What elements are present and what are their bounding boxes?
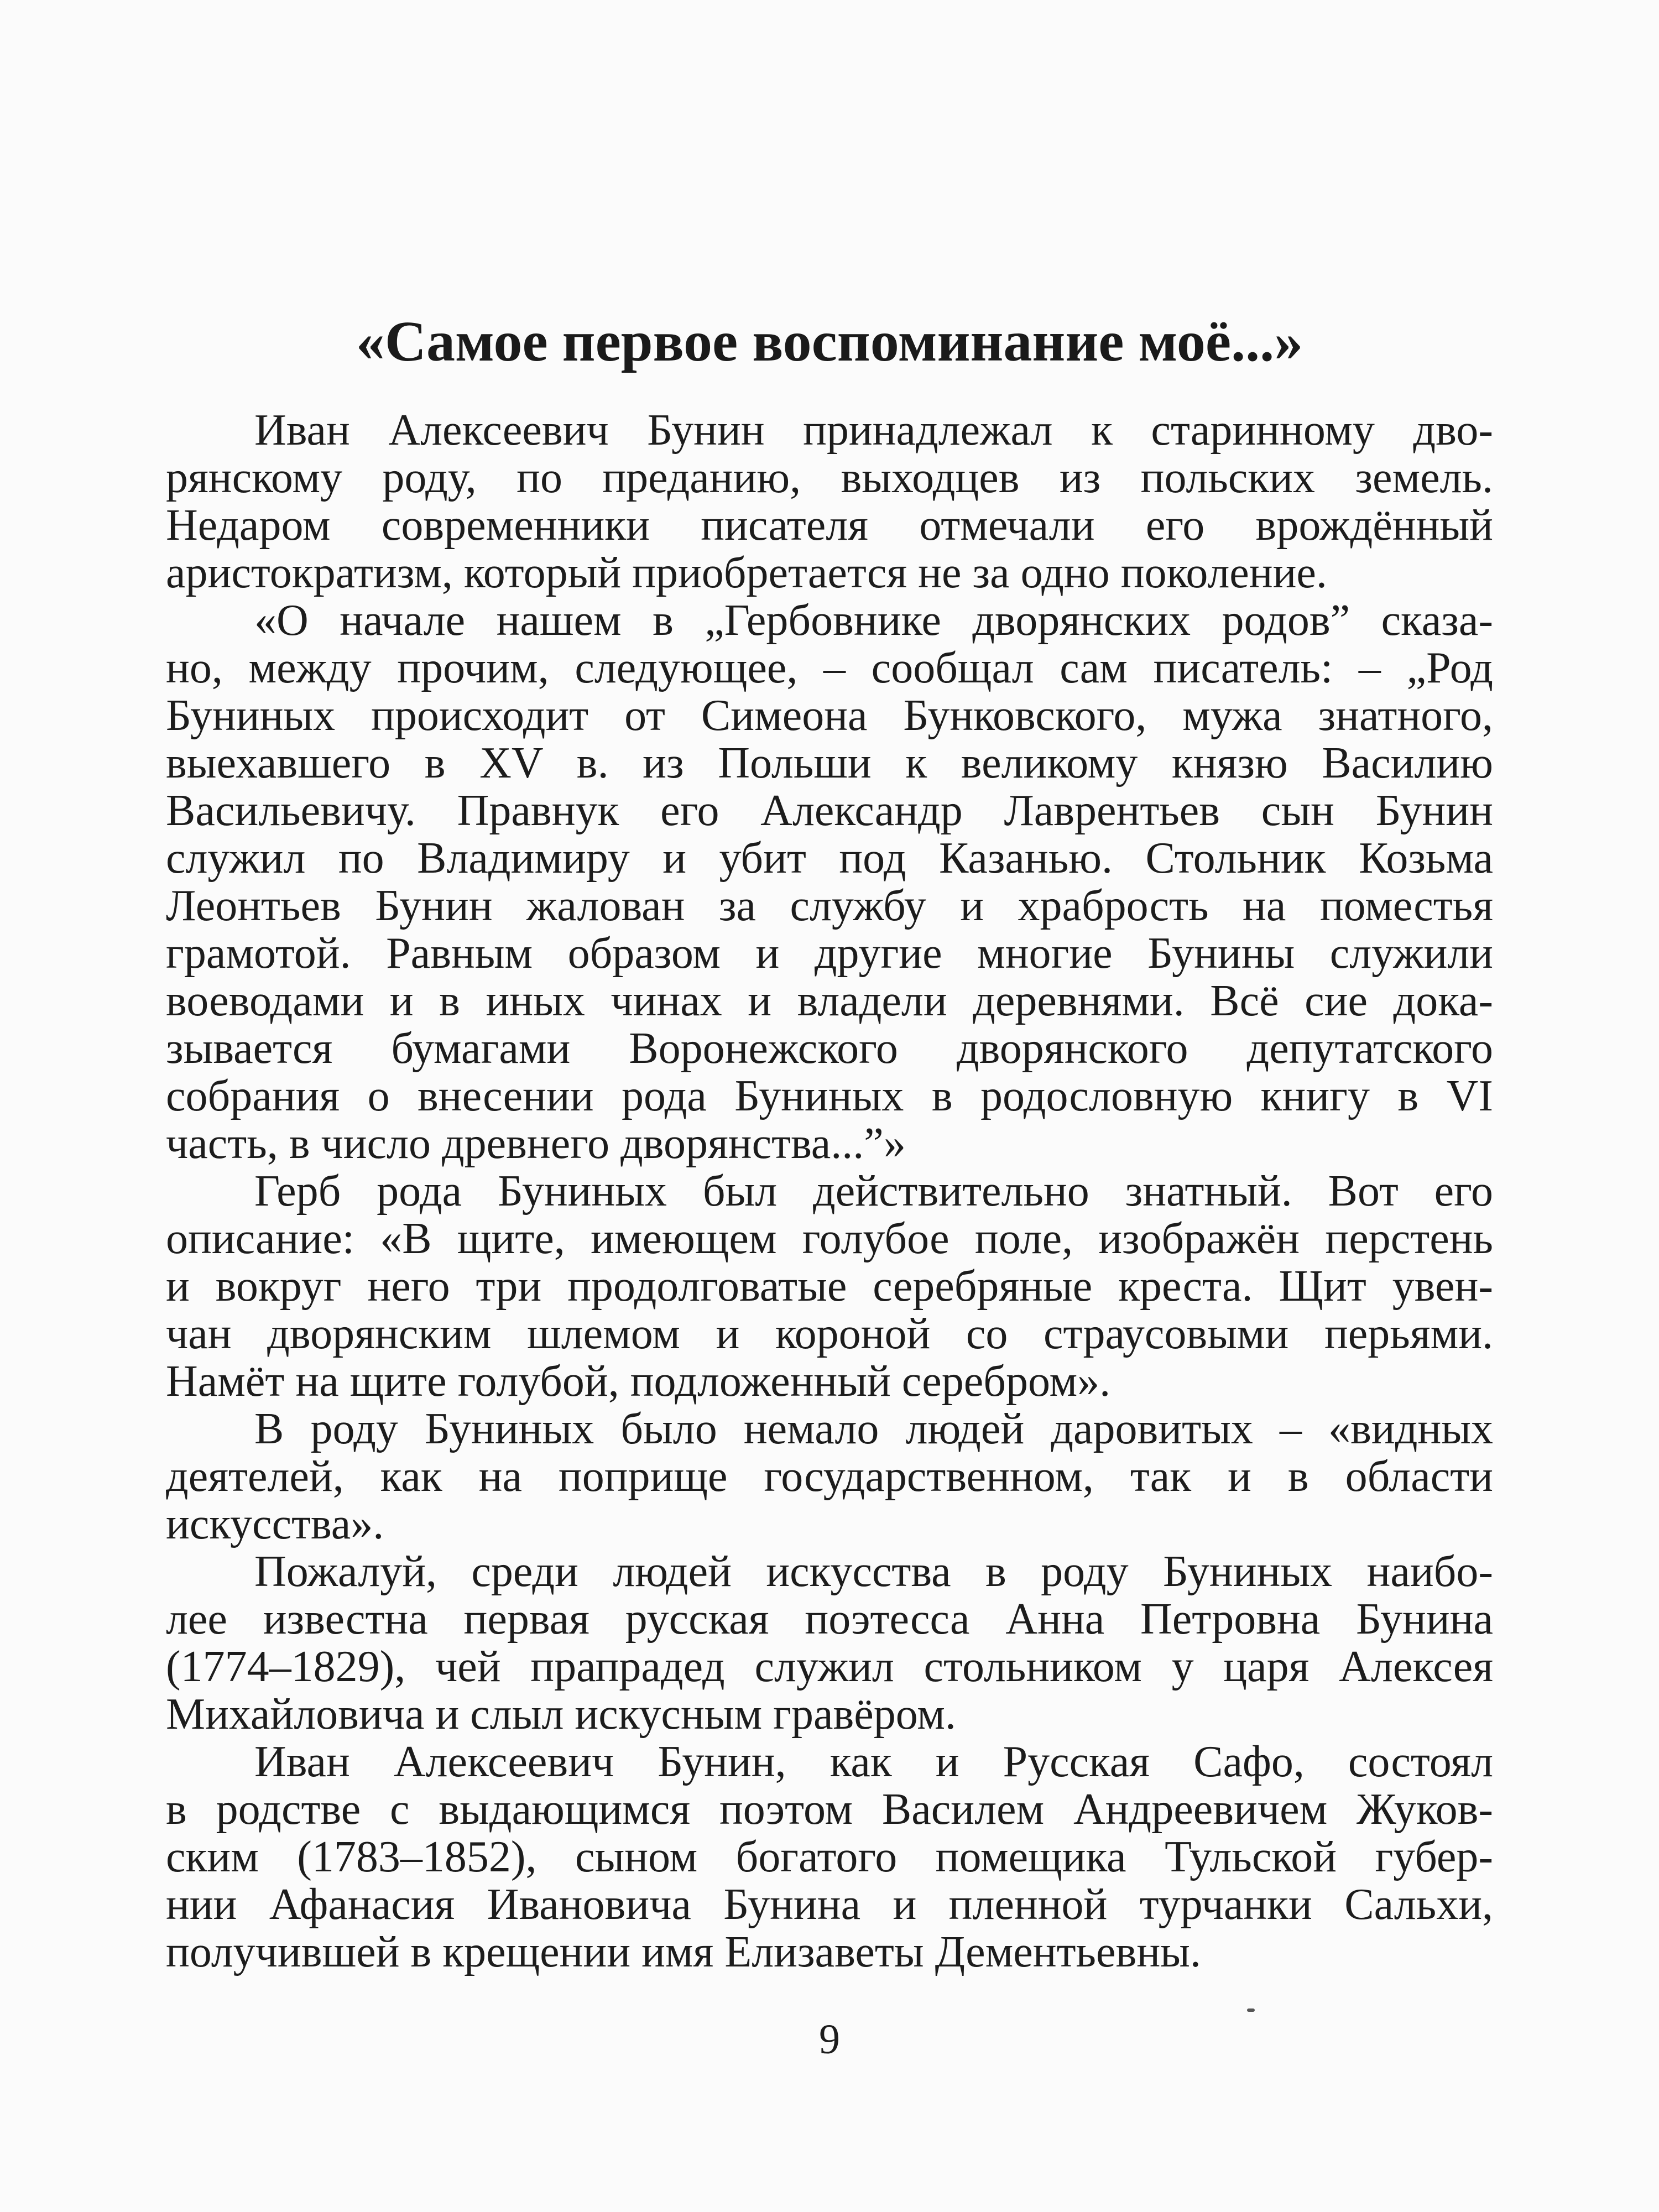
text-line: Герб рода Буниных был действительно знатный. Вот его	[254, 1167, 1493, 1215]
text-line: Иван Алексеевич Бунин, как и Русская Сафо, состоял	[254, 1738, 1493, 1786]
text-line: (1774–1829), чей прапрадед служил стольником у царя Алексея	[166, 1642, 1493, 1691]
text-line: искусства».	[166, 1500, 384, 1548]
text-line: и вокруг него три продолговатые серебряные креста. Щит увен-	[166, 1262, 1493, 1311]
text-line: нии Афанасия Ивановича Бунина и пленной турчанки Сальхи,	[166, 1880, 1493, 1929]
text-line: грамотой. Равным образом и другие многие Бунины служили	[166, 929, 1493, 978]
body-text	[166, 406, 1493, 1976]
text-line: Васильевичу. Правнук его Александр Лаврентьев сын Бунин	[166, 786, 1493, 835]
text-line: рянскому роду, по преданию, выходцев из польских земель.	[166, 453, 1493, 502]
text-line: зывается бумагами Воронежского дворянского депутатского	[166, 1024, 1493, 1073]
text-line: Леонтьев Бунин жалован за службу и храбрость на поместья	[166, 881, 1493, 930]
paper-speck	[1247, 2008, 1255, 2012]
text-line: Иван Алексеевич Бунин принадлежал к старинному дво-	[254, 406, 1493, 455]
text-line: воеводами и в иных чинах и владели деревнями. Всё сие дока-	[166, 977, 1493, 1025]
text-line: выехавшего в XV в. из Польши к великому князю Василию	[166, 739, 1493, 787]
text-line: лее известна первая русская поэтесса Анна Петровна Бунина	[166, 1595, 1493, 1644]
page-number: 9	[819, 2016, 840, 2063]
text-line: Недаром современники писателя отмечали его врождённый	[166, 501, 1493, 550]
text-line: собрания о внесении рода Буниных в родословную книгу в VI	[166, 1072, 1493, 1120]
text-line: аристократизм, который приобретается не за одно поколение.	[166, 549, 1327, 597]
text-line: чан дворянским шлемом и короной со страусовыми перьями.	[166, 1310, 1493, 1358]
text-line: служил по Владимиру и убит под Казанью. Стольник Козьма	[166, 834, 1493, 883]
text-line: ским (1783–1852), сыном богатого помещика Тульской губер-	[166, 1833, 1493, 1881]
text-line: Буниных происходит от Симеона Бунковского, мужа знатного,	[166, 691, 1493, 740]
text-line: «О начале нашем в „Гербовнике дворянских родов” сказа-	[254, 596, 1493, 645]
text-line: деятелей, как на поприще государственном, так и в области	[166, 1452, 1493, 1501]
text-line: В роду Буниных было немало людей даровитых – «видных	[254, 1405, 1493, 1453]
text-line: получившей в крещении имя Елизаветы Дементьевны.	[166, 1928, 1201, 1976]
text-line: Михайловича и слыл искусным гравёром.	[166, 1690, 956, 1739]
text-line: в родстве с выдающимся поэтом Василем Андреевичем Жуков-	[166, 1785, 1493, 1834]
text-line: Намёт на щите голубой, подложенный серебром».	[166, 1357, 1111, 1406]
text-line: но, между прочим, следующее, – сообщал сам писатель: – „Род	[166, 644, 1493, 692]
text-line: часть, в число древнего дворянства...”»	[166, 1119, 906, 1168]
chapter-heading: «Самое первое воспоминание моё...»	[356, 310, 1303, 373]
text-line: Пожалуй, среди людей искусства в роду Буниных наибо-	[254, 1547, 1493, 1596]
text-line: описание: «В щите, имеющем голубое поле, изображён перстень	[166, 1214, 1493, 1263]
